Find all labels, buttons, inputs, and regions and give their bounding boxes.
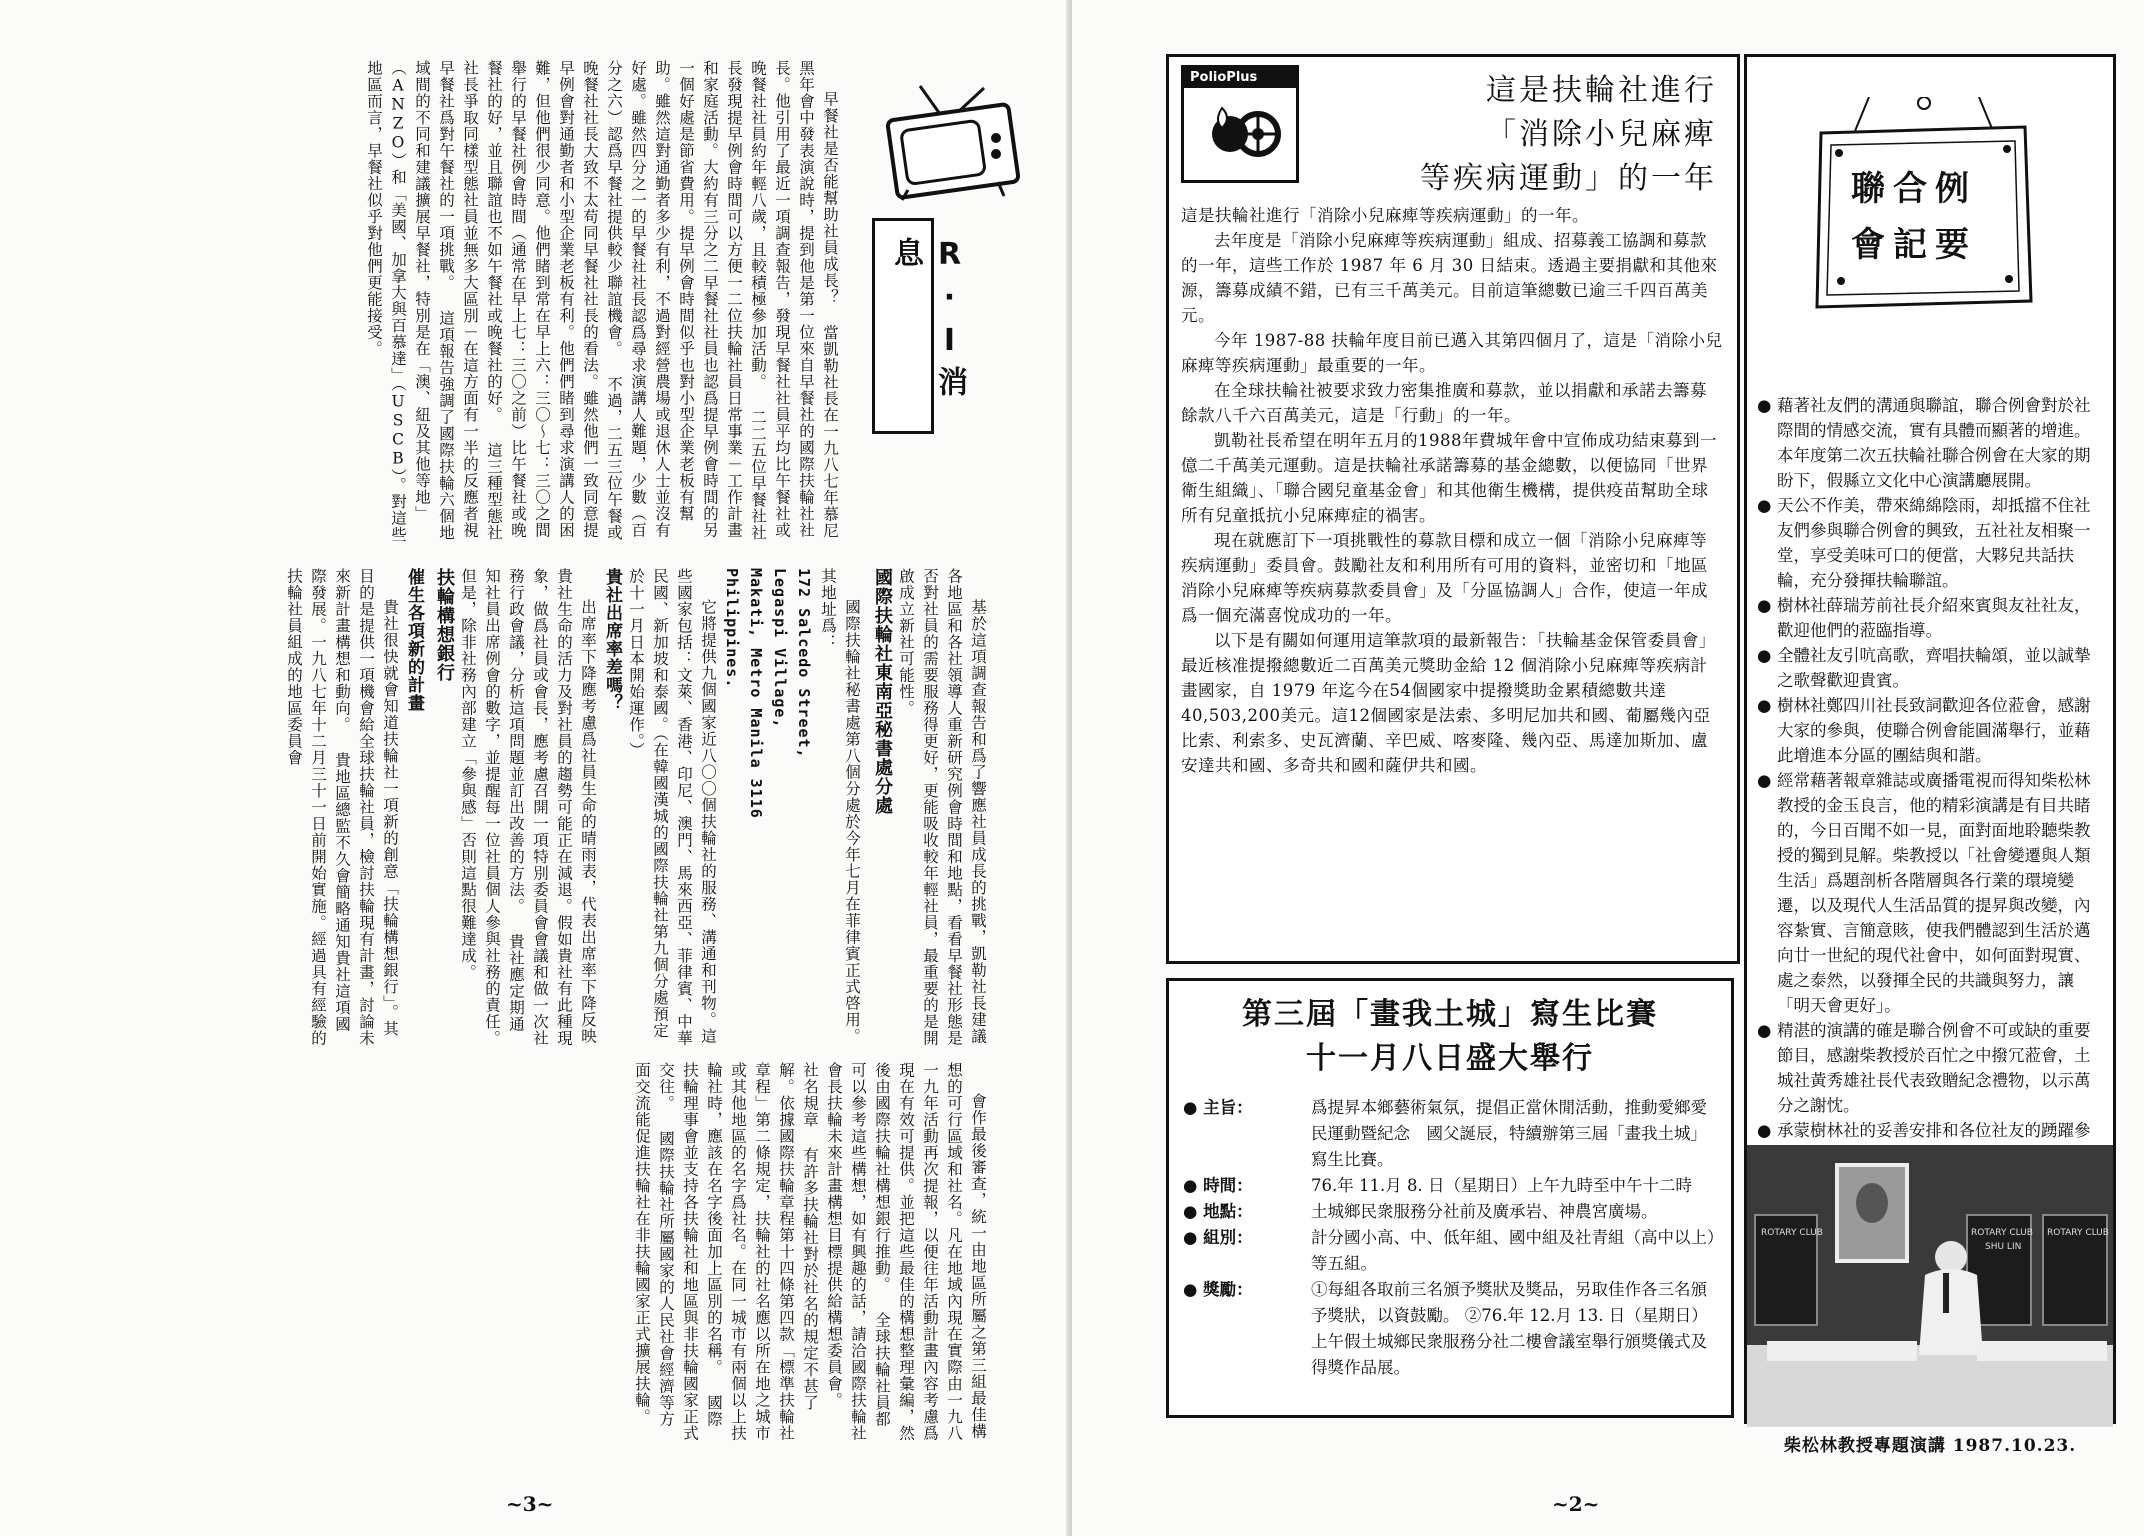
southeast-office-heading: 國際扶輪社東南亞秘書處分處	[872, 568, 893, 815]
club-names-text: 會作最後審查，統一由地區所屬之第三組最佳構想的可行區域和社名。凡在地域內現在實際由一九八一九年活動再次提報，以便往年活動計畫內容考慮爲現在有效可提供。並把這些最佳的構想整理彙編，然後由國際扶輪社構想銀行推動。 全球扶輪社員都可以參考這些構想，如有興趣的話，請洽國際扶輪社會長扶輪未來計畫構想目標提供給構想委員會。 社名規章 有許多扶輪社對於社名的規定不甚了解。依據國際扶輪章程第十四條第四款「標準扶輪社章程」第二條規定，扶輪社的社名應以所在地之城市或其他地區的名字爲社名。在同一城市有兩個以上扶輪社時，應該在名字後面加上區別的名稱。 國際扶輪理事會並支持各扶輪社和地區與非扶輪國家正式交往。 國際扶輪社所屬國家的人民社會經濟等方面交流能促進扶輪社在非扶輪國家正式擴展扶輪。	[633, 1062, 987, 1442]
meeting-note: ● 經常藉著報章雜誌或廣播電視而得知柴松林教授的金玉良言，他的精彩演講是有目共睹的，今日百聞不如一見，面對面地聆聽柴教授的獨到見解。柴教授以「社會變遷與人類生活」爲題剖析各階層與各行業的環境變遷，以及現代人生活品質的提昇與改變，內容紮實、言簡意賅，使我們體認到生活於邁向廿一世紀的現代社會中，如何面對現實、處之泰然，以發揮全民的共識與努力，讓「明天會更好」。	[1757, 768, 2105, 1018]
contest-item-label: ● 時間：	[1183, 1173, 1311, 1199]
contest-details	[1183, 1095, 1717, 1381]
plan-bank-heading: 扶輪構想銀行	[434, 568, 455, 682]
southeast-office-body: 國際扶輪社秘書處第八個分處於今年七月在菲律賓正式啓用。其地址爲：	[819, 568, 861, 1045]
photo-banner-2: ROTARY CLUB	[1971, 1228, 2033, 1238]
polioplus-title-line-1: 這是扶輪社進行	[1486, 73, 1717, 108]
polioplus-logo	[1181, 65, 1299, 183]
address-line-2: Legaspi Village,	[771, 568, 789, 729]
article-southeast-and-plans	[90, 568, 990, 1048]
polioplus-paragraph: 這是扶輪社進行「消除小兒麻痺等疾病運動」的一年。	[1181, 206, 1589, 225]
contest-item-text: 76.年 11.月 8. 日（星期日）上午九時至中午十二時	[1311, 1176, 1692, 1195]
membership-challenge-text: 基於這項調查報告和爲了響應社員成長的挑戰，凱勒社長建議各地區和各社領導人重新研究例會時間和地點，看看早餐社形態是否對社員的需要服務得更好，更能吸收較年輕社員，最重要的是開啟成立新社可能性。	[897, 568, 987, 1047]
contest-item-text: 土城鄉民衆服務分社前及廣承岩、神農宮廣場。	[1311, 1202, 1658, 1221]
meeting-note: ● 樹林社薛瑞芳前社長介紹來賓與友社社友，歡迎他們的蒞臨指導。	[1757, 593, 2105, 643]
lecture-photo-image	[1747, 1145, 2113, 1427]
attendance-body: 出席率下降應考慮爲社員生命的晴雨表，代表出席率下降反映貴社生命的活力及對社員的趨勢可能正在減退。假如貴社有此種現象，做爲社員或會長，應考慮召開一項特別委員會會議和做一次社務行政會議，分析這項問題並訂出改善的方法。 貴社應定期通知社員出席例會的數字，並提醒每一位社員個人參與社務的責任。但是，除非社務內部建立「參與感」否則這點很難達成。	[459, 568, 597, 1047]
address-line-4: Philippines.	[723, 568, 741, 689]
contest-title-line-1: 第三屆「畫我土城」寫生比賽	[1242, 997, 1658, 1032]
meeting-note: ● 承蒙樹林社的妥善安排和各位社友的踴躍參	[1757, 1118, 2105, 1168]
contest-item-label: ● 獎勵：	[1183, 1277, 1311, 1381]
polioplus-paragraph: 在全球扶輪社被要求致力密集推廣和募款，並以捐獻和承諾去籌募餘款八千六百萬美元，這是「行動」的一年。	[1181, 381, 1707, 425]
page-number-2: ~2~	[1552, 1492, 1600, 1516]
meeting-note: ● 全體社友引吭高歌，齊唱扶輪頌，並以誠摯之歌聲歡迎貴賓。	[1757, 643, 2105, 693]
southeast-office-tail: 它將提供九個國家近八〇〇個扶輪社的服務、溝通和刊物。這些國家包括：文萊、香港、印尼、澳門、馬來西亞、菲律賓、中華民國、新加坡和泰國。（在韓國漢城的國際扶輪社第九個分處預定於十一月日本開始運作。）	[627, 568, 717, 1047]
contest-item	[1183, 1277, 1717, 1381]
meeting-note: ● 天公不作美，帶來綿綿陰雨，却抵擋不住社友們參與聯合例會的興致，五社社友相聚一堂，享受美味可口的便當，大夥兒共話扶輪，充分發揮扶輪聯誼。	[1757, 493, 2105, 593]
polioplus-paragraph: 今年 1987-88 扶輪年度目前已邁入其第四個月了，這是「消除小兒麻痺等疾病運動」最重要的一年。	[1181, 331, 1723, 375]
polioplus-paragraph: 以下是有關如何運用這筆款項的最新報告：「扶輪基金保管委員會」最近核准提撥總數近二百萬美元獎助金給 12 個消除小兒麻痺等疾病計畫國家，自 1979 年迄今在54個國家中提撥獎助金累積總數共達40,503,200美元。這12個國家是法索、多明尼加共和國、葡屬幾內亞比索、利索多、史瓦濟蘭、辛巴威、喀麥隆、幾內亞、馬達加斯加、盧安達共和國、多奇共和國和薩伊共和國。	[1181, 631, 1716, 775]
contest-item-label: ● 主旨：	[1183, 1095, 1311, 1173]
article-breakfast-clubs	[102, 60, 842, 550]
article-breakfast-clubs-text: 早餐社是否能幫助社員成長？ 當凱勒社長在一九八七年慕尼黑年會中發表演說時，提到他是第一位來自早餐社的國際扶輪社社長。他引用了最近一項調查報告，發現早餐社社員平均比午餐社或晚餐社社員約年輕八歲，且較積極參加活動。 二二五位早餐社社長發現提早例會時間可以方便一二位扶輪社員日常事業－工作計畫和家庭活動。大約有三分之二早餐社社員也認爲提早例會時間的另一個好處是節省費用。提早例會時間似乎也對小型企業老板有幫助。雖然這對通勤者多少有利，不過對經營農場或退休人士並沒有好處。雖然四分之一的早餐社社長認爲尋求演講人難題，少數（百分之六）認爲早餐社提供較少聯誼機會。 不過，二五三位午餐或晚餐社社長大致不太苟同早餐社社長的看法。雖然他們一致同意提早例會對通勤者和小型企業老板有利。他們們睹到尋求演講人的困難，但他們很少同意。他們睹到常在早上六：三〇～七：三〇之間舉行的早餐社例會時間（通常在早上七：三〇之前）比午餐社或晚餐社的好，並且聯誼也不如午餐社或晚餐社的好。 這三種型態社社長爭取同樣型態社員並無多大區別－在這方面有一半的反應者視早餐社爲對午餐社的一項挑戰。 這項報告強調了國際扶輪六個地域間的不同和建議擴展早餐社，特別是在「澳、紐及其他等地」（ANZO）和「美國、加拿大與百慕達」（USCB）。對這些地區而言，早餐社似乎對他們更能接受。	[365, 60, 839, 543]
contest-item	[1183, 1199, 1717, 1225]
polioplus-logo-label: PolioPlus	[1184, 68, 1296, 88]
photo-caption: 柴松林教授專題演講 1987.10.23.	[1783, 1436, 2077, 1456]
rotary-wheel-icon	[1192, 94, 1284, 174]
photo-banner-1: ROTARY CLUB	[1761, 1228, 1823, 1238]
contest-item-label: ● 組別：	[1183, 1225, 1311, 1277]
contest-item-text: 爲提昇本鄉藝術氣氛，提倡正當休閒活動，推動愛鄉愛民運動暨紀念 國父誕辰，特續辦第三屆「畫我土城」寫生比賽。	[1311, 1098, 1707, 1169]
joint-meeting-title: 聯合例會記要	[1851, 169, 1977, 265]
polioplus-paragraph: 去年度是「消除小兒麻痺等疾病運動」組成、招募義工協調和募款的一年，這些工作於 1987 年 6 月 30 日結束。透過主要捐獻和其他來源，籌募成績不錯，已有三千萬美元。目前這筆總數已逾三千四百萬美元。	[1181, 231, 1718, 325]
photo-banner-3: ROTARY CLUB	[2047, 1228, 2109, 1238]
polioplus-title	[1420, 69, 1717, 201]
page-2	[1072, 0, 2144, 1536]
contest-item-text: 計分國小高、中、低年組、國中組及社青組（高中以上）等五組。	[1311, 1228, 1716, 1273]
meeting-note: ● 樹林社鄭四川社長致詞歡迎各位蒞會，感謝大家的參與，使聯合例會能圓滿舉行，並藉此增進本分區的團結與和諧。	[1757, 693, 2105, 768]
contest-item	[1183, 1173, 1717, 1199]
drawing-contest-notice	[1166, 978, 1734, 1418]
polioplus-body	[1181, 203, 1723, 778]
polioplus-title-line-2: 「消除小兒麻痺	[1486, 117, 1717, 152]
contest-item	[1183, 1095, 1717, 1173]
joint-meeting-notes	[1757, 393, 2105, 1168]
meeting-note: ● 精湛的演講的確是聯合例會不可或缺的重要節目，感謝柴教授於百忙之中撥冗蒞會，土城社黃秀雄社長代表致贈紀念禮物，以示萬分之謝忱。	[1757, 1018, 2105, 1118]
page-number-3: ~3~	[506, 1492, 554, 1516]
address-line-1: 172 Salcedo Street,	[795, 568, 813, 759]
ri-news-heading: R·I消息	[888, 237, 967, 404]
address-line-3: Makati, Metro Manila 3116	[747, 568, 765, 819]
lecture-photo	[1747, 1145, 2113, 1427]
article-club-names	[90, 1062, 990, 1442]
polioplus-article	[1166, 54, 1740, 964]
television-illustration	[878, 82, 1028, 202]
attendance-heading: 貴社出席率差嗎？	[602, 568, 622, 712]
meeting-note: ● 藉著社友們的溝通與聯誼，聯合例會對於社際間的情感交流，實有具體而顯著的增進。本年度第二次五扶輪社聯合例會在大家的期盼下，假縣立文化中心演講廳展開。	[1757, 393, 2105, 493]
polioplus-paragraph: 現在就應訂下一項挑戰性的募款目標和成立一個「消除小兒麻痺等疾病運動」委員會。鼓勵社友和利用所有可用的資料，並密切和「地區消除小兒麻痺等疾病募款委員會」及「分區協調人」合作，使這一年成爲一個充滿喜悅成功的一年。	[1181, 531, 1708, 625]
photo-banner-4: SHU LIN	[1985, 1242, 2022, 1252]
plan-bank-subheading: 催生各項新的計畫	[404, 568, 424, 712]
contest-title-line-2: 十一月八日盛大舉行	[1306, 1041, 1594, 1076]
joint-meeting-article	[1744, 54, 2116, 1456]
ri-news-heading-box	[872, 218, 967, 434]
polioplus-paragraph: 凱勒社長希望在明年五月的1988年費城年會中宣佈成功結束募到一億二千萬美元運動。這是扶輪社承諾籌募的基金總數，以便協同「世界衛生組織」、「聯合國兒童基金會」和其他衛生機構，提供疫苗幫助全球所有兒童抵抗小兒麻痺症的禍害。	[1181, 431, 1717, 525]
polioplus-title-line-3: 等疾病運動」的一年	[1420, 161, 1717, 196]
contest-item	[1183, 1225, 1717, 1277]
contest-item-text: ①每組各取前三名頒予獎狀及獎品，另取佳作各三名頒予獎狀，以資鼓勵。 ②76.年 12.月 13. 日（星期日）上午假土城鄉民衆服務分社二樓會議室舉行頒獎儀式及得獎作品展。	[1311, 1280, 1708, 1377]
plan-bank-body: 貴社很快就會知道扶輪社一項新的創意「扶輪構想銀行」。其目的是提供一項機會給全球扶輪社員，檢討扶輪現有計畫，討論未來新計畫構想和動向。 貴地區總監不久會簡略通知貴社這項國際發展。一九八七年十二月三十一日前開始實施。經過具有經驗的扶輪社員組成的地區委員會	[285, 568, 399, 1047]
contest-item-label: ● 地點：	[1183, 1199, 1311, 1225]
